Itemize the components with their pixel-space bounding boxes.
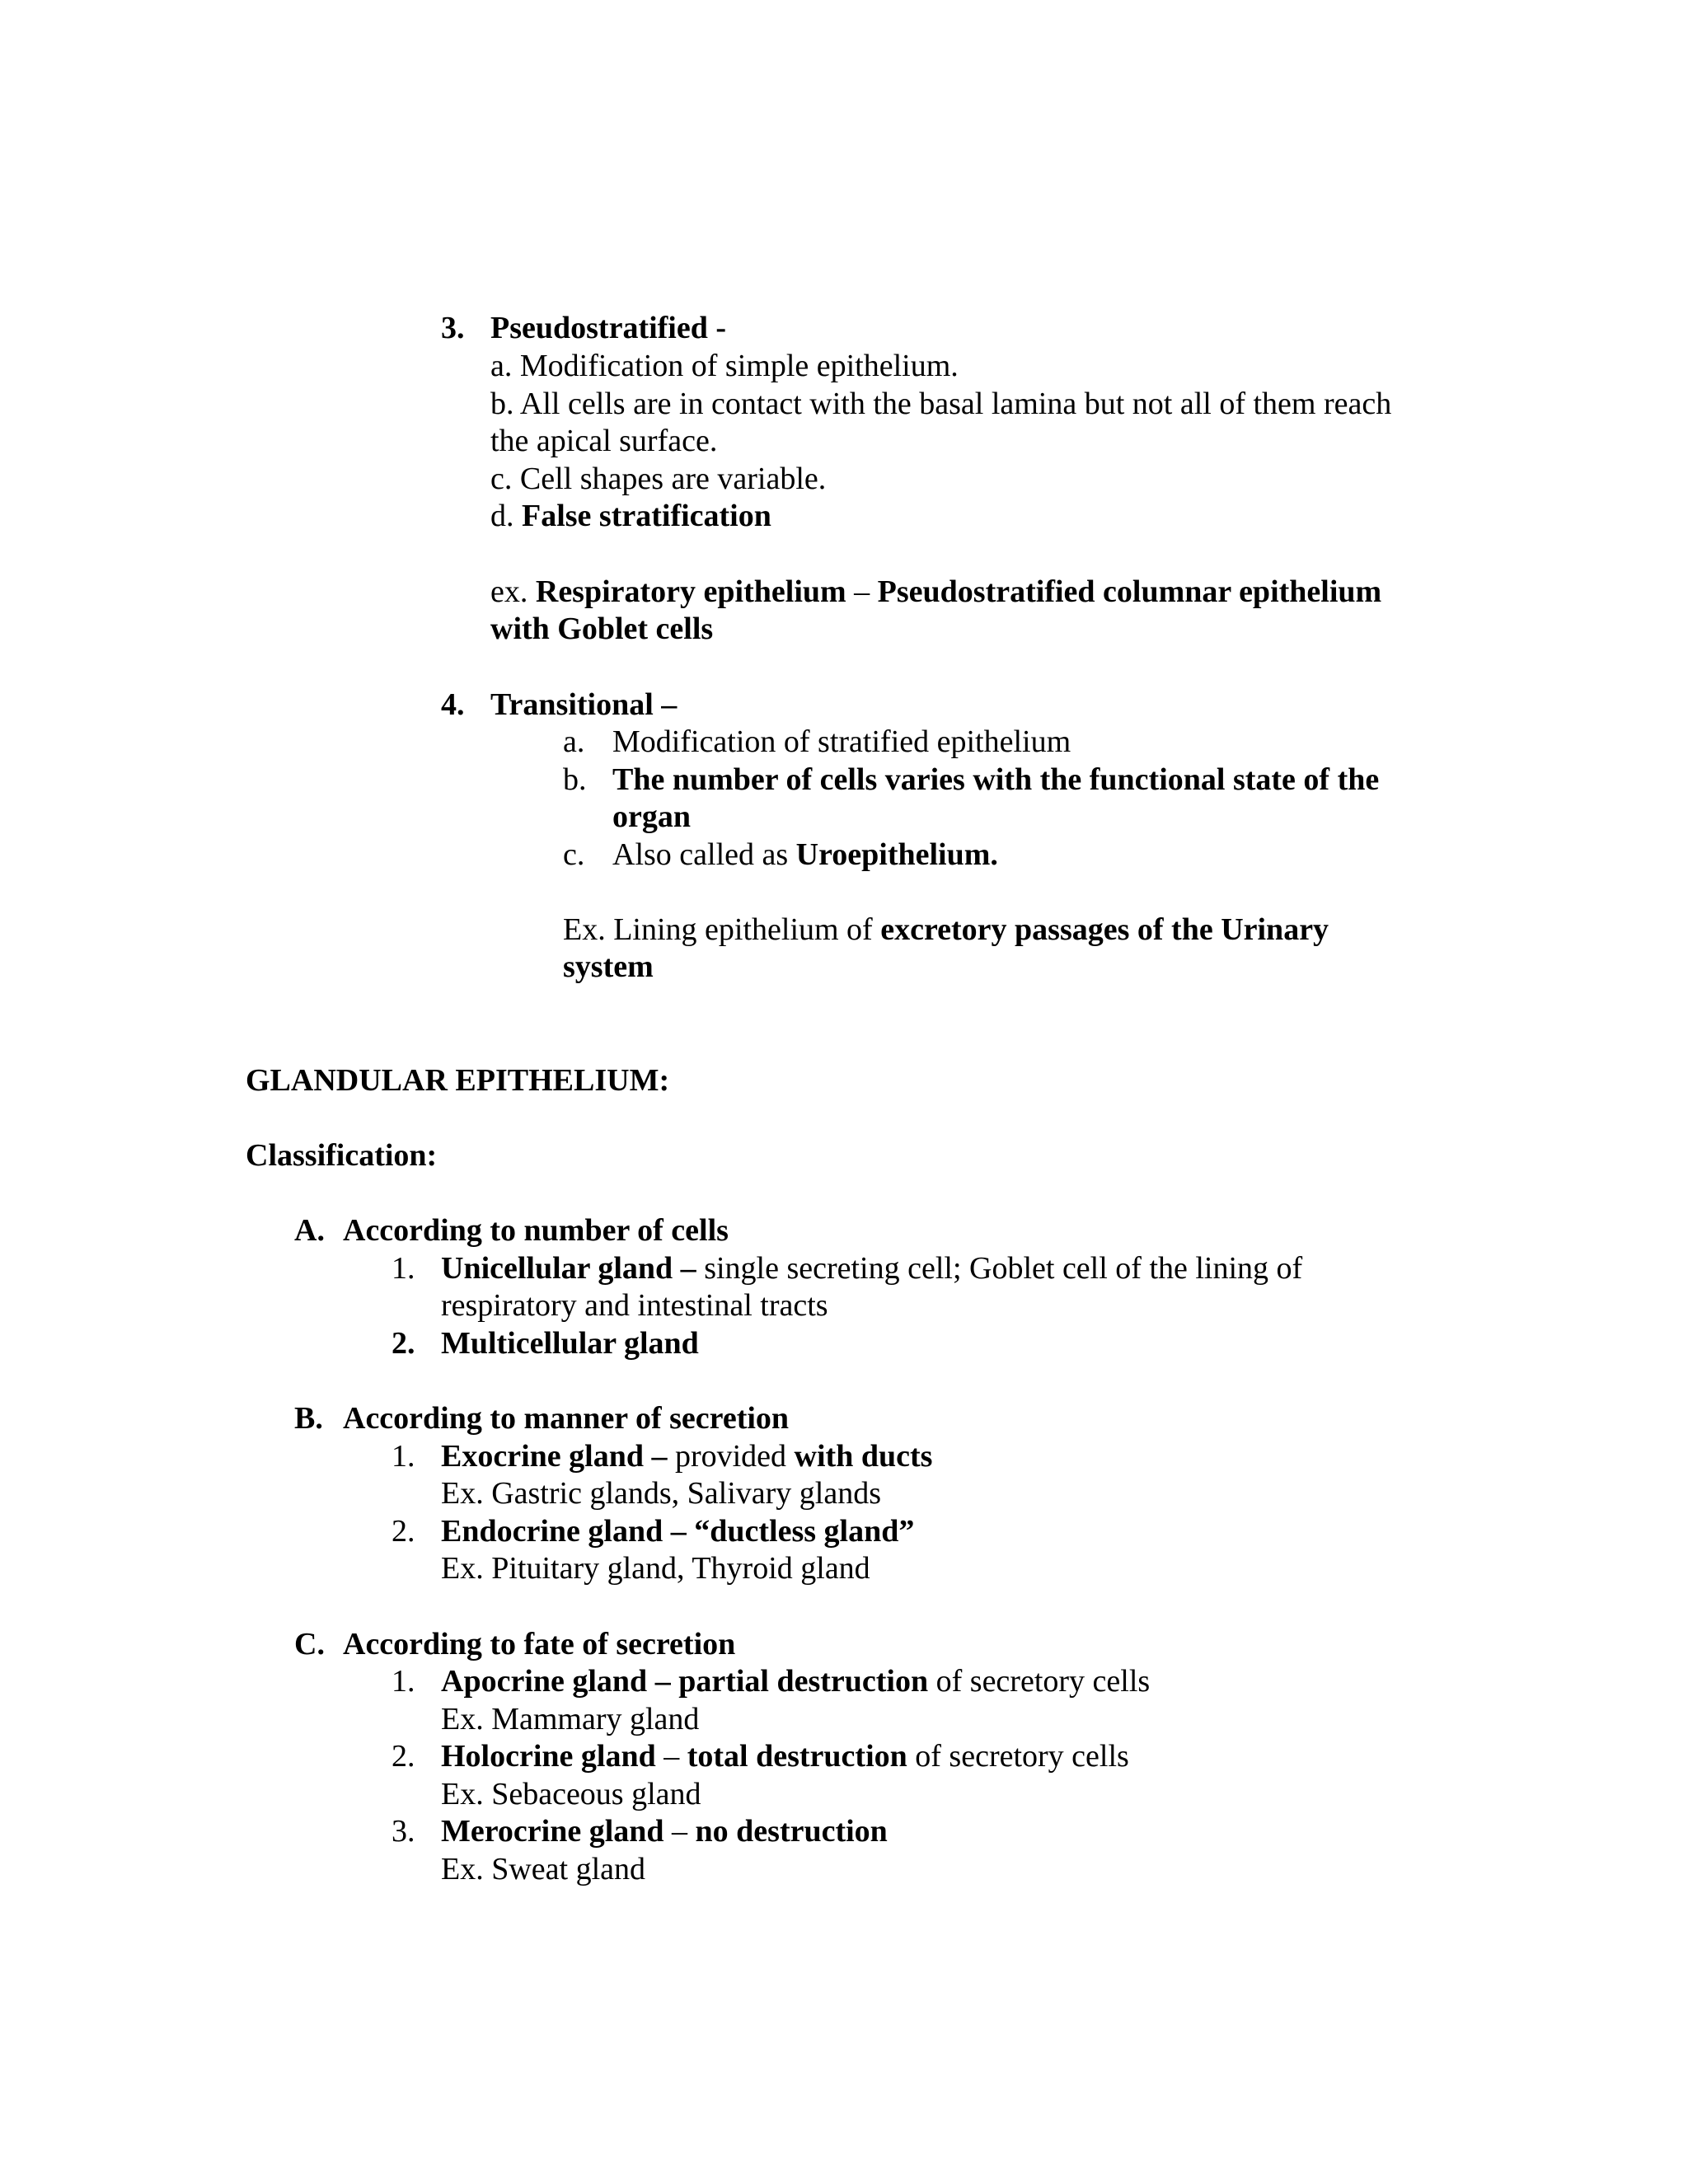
example-line: Ex. Gastric glands, Salivary glands [441, 1476, 882, 1511]
example-line [563, 911, 1329, 949]
section-marker: A. [294, 1213, 325, 1248]
example-line [490, 573, 1381, 611]
section-marker: C. [294, 1627, 325, 1661]
bold-term: total destruction [687, 1739, 907, 1774]
bold-term: Apocrine gland – partial destruction [441, 1664, 929, 1699]
list-item [441, 1249, 1302, 1287]
list-item [441, 1437, 932, 1475]
section-title-transitional: Transitional – [490, 687, 678, 722]
example-line-continuation: with Goblet cells [490, 612, 714, 646]
bold-term: Pseudostratified columnar epithelium [877, 574, 1382, 609]
list-item: The number of cells varies with the functional state of the [612, 762, 1380, 797]
list-item: Endocrine gland – “ductless gland” [441, 1514, 915, 1549]
item-text: of secretory cells [928, 1664, 1151, 1699]
item-marker: 2. [392, 1739, 415, 1774]
bold-term: Unicellular gland – [441, 1251, 696, 1286]
bold-term: excretory passages of the Urinary [880, 912, 1329, 947]
example-line: Ex. Pituitary gland, Thyroid gland [441, 1551, 870, 1586]
list-number: 4. [441, 687, 465, 722]
list-number: 3. [441, 311, 465, 345]
list-item: Multicellular gland [441, 1326, 699, 1361]
item-marker: a. [563, 724, 585, 759]
list-item: Modification of stratified epithelium [612, 724, 1071, 759]
example-prefix: Ex. Lining epithelium of [563, 912, 881, 947]
item-marker: d. [490, 499, 522, 533]
section-title-pseudostratified: Pseudostratified - [490, 311, 727, 345]
list-item [490, 497, 771, 535]
item-marker: 3. [392, 1814, 415, 1849]
list-item-continuation: the apical surface. [490, 424, 718, 458]
example-prefix: ex. [490, 574, 536, 609]
item-marker: 1. [392, 1251, 415, 1286]
item-marker: 2. [392, 1514, 415, 1549]
example-line: Ex. Sweat gland [441, 1852, 646, 1886]
list-item: c. Cell shapes are variable. [490, 462, 827, 496]
item-marker: b. [563, 762, 587, 797]
example-line: Ex. Sebaceous gland [441, 1777, 701, 1811]
section-title: According to fate of secretion [343, 1627, 736, 1661]
list-item-continuation: organ [612, 799, 691, 834]
list-item [612, 836, 998, 874]
item-marker: 1. [392, 1664, 415, 1699]
example-line: Ex. Mammary gland [441, 1702, 700, 1736]
bold-term: with ducts [794, 1439, 933, 1474]
bold-term: no destruction [695, 1814, 888, 1849]
list-item [441, 1662, 1150, 1700]
section-marker: B. [294, 1401, 323, 1436]
item-text: single secreting cell; Goblet cell of the lining of [696, 1251, 1303, 1286]
bold-term: Merocrine gland [441, 1814, 664, 1849]
list-item [441, 1812, 888, 1850]
list-item: a. Modification of simple epithelium. [490, 349, 959, 383]
list-item-continuation: respiratory and intestinal tracts [441, 1288, 828, 1323]
section-title: According to number of cells [343, 1213, 729, 1248]
bold-term: Respiratory epithelium [535, 574, 846, 609]
list-item: b. All cells are in contact with the basal lamina but not all of them reach [490, 387, 1392, 421]
bold-term: Uroepithelium. [795, 837, 998, 872]
list-item [441, 1737, 1129, 1775]
dash: – [655, 1739, 687, 1774]
dash: – [846, 574, 878, 609]
dash: – [663, 1814, 696, 1849]
section-title: According to manner of secretion [343, 1401, 790, 1436]
heading-glandular-epithelium: GLANDULAR EPITHELIUM: [246, 1063, 670, 1098]
item-marker: c. [563, 837, 585, 872]
bold-term: False stratification [522, 499, 771, 533]
example-line-continuation: system [563, 949, 654, 984]
bold-term: Holocrine gland [441, 1739, 656, 1774]
item-text: provided [667, 1439, 795, 1474]
bold-term: Exocrine gland – [441, 1439, 668, 1474]
item-text: of secretory cells [907, 1739, 1129, 1774]
item-marker: 1. [392, 1439, 415, 1474]
subheading-classification: Classification: [246, 1138, 438, 1173]
item-marker: 2. [392, 1326, 415, 1361]
item-text: Also called as [612, 837, 796, 872]
